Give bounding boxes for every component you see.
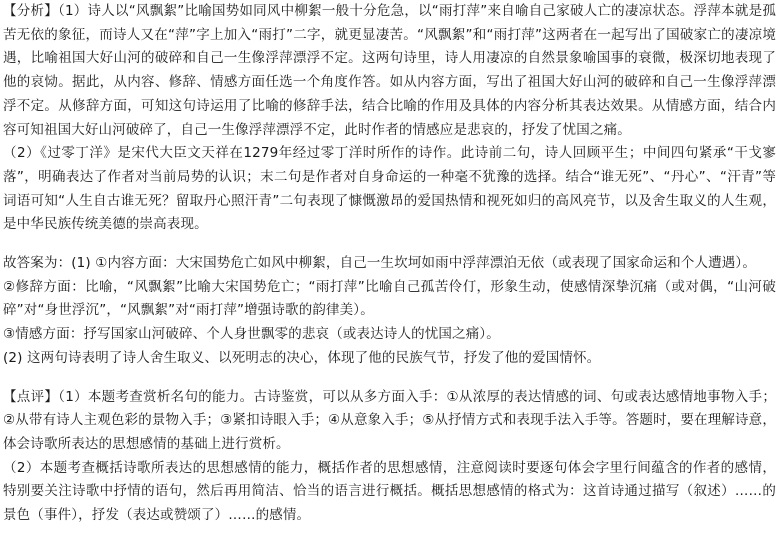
answer-line-3: ③情感方面：抒写国家山河破碎、个人身世飘零的悲哀（或表达诗人的忧国之痛）。 [3,326,500,343]
section-spacer [3,237,776,252]
answer-line-4: (2) 这两句诗表明了诗人舍生取义、以死明志的决心，体现了他的民族气节，抒发了他的爱国情怀。 [3,349,601,366]
answer-line-2: ②修辞方面：比喻，“风飘絮”比喻大宋国势危亡；“雨打萍”比喻自己孤苦伶仃，形象生动，使感情深挚沉痛（或对偶，“山河破碎”对“身世浮沉”，“风飘絮”对“雨打萍”增强诗歌的韵律美）。 [3,278,776,319]
comment-paragraph-2: （2）本题考查概括诗歌所表达的思想感情的能力，概括作者的思想感情，注意阅读时要逐句体会字里行间蕴含的作者的感情，特别要关注诗歌中抒情的语句，然后再用简洁、恰当的语言进行概括。概括思想感情的格式为：这首诗通过描写（叙述）……的景色（事件），抒发（表达或赞颂了）……的感情。 [3,459,776,524]
section-spacer [3,371,776,386]
comment-section [3,386,776,528]
analysis-paragraph-2: （2）《过零丁洋》是宋代大臣文天祥在1279年经过零丁洋时所作的诗作。此诗前二句，诗人回顾平生；中间四句紧承“干戈寥落”，明确表达了作者对当前局势的认识；末二句是作者对自身命运的一种毫不犹豫的选择。结合“谁无死”、“丹心”、“汗青”等词语可知“人生自古谁无死？留取丹心照汗青”二句表现了慷慨激昂的爱国热情和视死如归的高风亮节，以及舍生取义的人生观，是中华民族传统美德的崇高表现。 [3,145,776,233]
answer-section [3,252,776,371]
answer-line-1: 故答案为：(1) ①内容方面：大宋国势危亡如风中柳絮，自己一生坎坷如雨中浮萍漂泊无依（或表现了国家命运和个人遭遇）。 [3,255,756,272]
analysis-paragraph-1: 【分析】（1）诗人以“风飘絮”比喻国势如同风中柳絮一般十分危急，以“雨打萍”来自喻自己家破人亡的凄凉状态。浮萍本就是孤苦无依的象征，而诗人又在“萍”字上加入“雨打”二字，就更显凄苦。“风飘絮”和“雨打萍”这两者在一起写出了国破家亡的凄凉境遇，比喻祖国大好山河的破碎和自己一生像浮萍漂浮不定。这两句诗里，诗人用凄凉的自然景象喻国事的衰微，极深切地表现了他的哀恸。据此，从内容、修辞、情感方面任选一个角度作答。如从内容方面，写出了祖国大好山河的破碎和自己一生像浮萍漂浮不定。从修辞方面，可知这句诗运用了比喻的修辞手法，结合比喻的作用及具体的内容分析其表达效果。从情感方面，结合内容可知祖国大好山河破碎了，自己一生像浮萍漂浮不定，此时作者的情感应是悲哀的，抒发了忧国之痛。 [3,3,776,138]
comment-paragraph-1: 【点评】（1）本题考查赏析名句的能力。古诗鉴赏，可以从多方面入手：①从浓厚的表达情感的词、句或表达感情地事物入手；②从带有诗人主观色彩的景物入手；③紧扣诗眼入手；④从意象入手；⑤从抒情方式和表现手法入手等。答题时，要在理解诗意，体会诗歌所表达的思想感情的基础上进行赏析。 [3,388,776,452]
analysis-section [3,0,776,237]
